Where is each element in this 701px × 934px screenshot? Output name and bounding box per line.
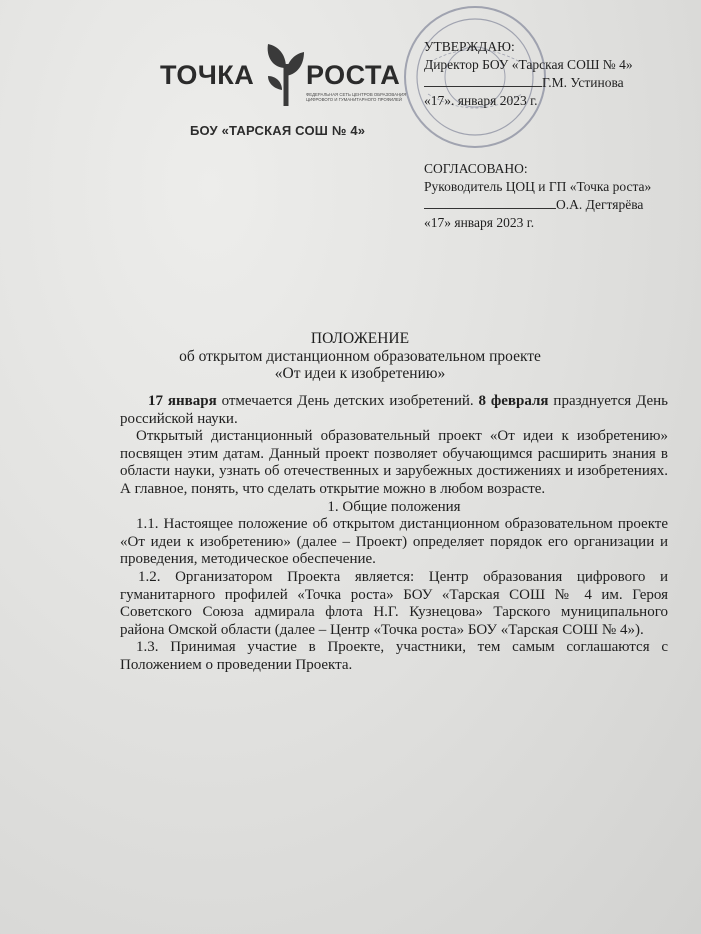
clause-1-1: 1.1. Настоящее положение об открытом дистанционном образовательном проекте «От идеи к изобретению» (далее – Проект) определяет порядок его организации и проведения, методическое обеспечение. [120, 516, 668, 568]
approval-date: «17». января 2023 г. [424, 93, 538, 108]
approval-block [424, 38, 633, 110]
intro-paragraph-1 [120, 393, 668, 428]
approval-position: Директор БОУ «Тарская СОШ № 4» [424, 57, 633, 72]
signature-line [424, 197, 556, 209]
intro-text-2: празднуется День российской науки. [120, 393, 668, 427]
agreement-position: Руководитель ЦОЦ и ГП «Точка роста» [424, 179, 652, 194]
logo-word-right: РОСТА [306, 60, 401, 90]
tochka-rosta-logo [160, 38, 407, 128]
project-name: «От идеи к изобретению» [274, 365, 446, 382]
clause-1-2: 1.2. Организатором Проекта является: Центр образования цифрового и гуманитарного профилей «Точка роста» БОУ «Тарская СОШ № 4 им. Героя Советского Союза адмирала флота Н.Г. Кузнецова» Тарского муниципального района Омской области (далее – Центр «Точка роста» БОУ «Тарская СОШ № 4»). [120, 568, 668, 638]
agreement-block [424, 160, 651, 232]
school-name: БОУ «ТАРСКАЯ СОШ № 4» [190, 123, 366, 138]
section-heading: 1. Общие положения [327, 498, 461, 515]
agreement-heading: СОГЛАСОВАНО: [424, 161, 528, 176]
agreement-name: О.А. Дегтярёва [556, 197, 644, 212]
approval-signature-line [424, 74, 633, 92]
logo-word-left: ТОЧКА [160, 60, 255, 90]
approval-heading: УТВЕРЖДАЮ: [424, 39, 515, 54]
agreement-signature-line [424, 196, 651, 214]
date-bold-2: 8 февраля [478, 393, 549, 409]
logo-subtitle: ФЕДЕРАЛЬНАЯ СЕТЬ ЦЕНТРОВ ОБРАЗОВАНИЯ ЦИФРОВОГО И ГУМАНИТАРНОГО ПРОФИЛЕЙ [306, 92, 407, 102]
signature-line [424, 75, 542, 87]
approval-name: Г.М. Устинова [542, 75, 624, 90]
agreement-date: «17» января 2023 г. [424, 215, 535, 230]
clause-1-3: 1.3. Принимая участие в Проекте, участники, тем самым соглашаются с Положением о проведении Проекта. [120, 639, 668, 673]
sprout-icon [262, 38, 308, 108]
document-subtitle: об открытом дистанционном образовательном проекте [179, 348, 541, 365]
intro-paragraph-2: Открытый дистанционный образовательный проект «От идеи к изобретению» посвящен этим датам. Данный проект позволяет обучающимся расширить знания в области науки, узнать об отечественных и зарубежных достижениях и изобретениях. А главное, понять, что сделать открытие можно в любом возрасте. [120, 428, 668, 497]
document-body [120, 393, 668, 675]
intro-text-1: отмечается День детских изобретений. [216, 393, 479, 409]
document-title: ПОЛОЖЕНИЕ [310, 330, 410, 347]
date-bold-1: 17 января [148, 393, 217, 409]
